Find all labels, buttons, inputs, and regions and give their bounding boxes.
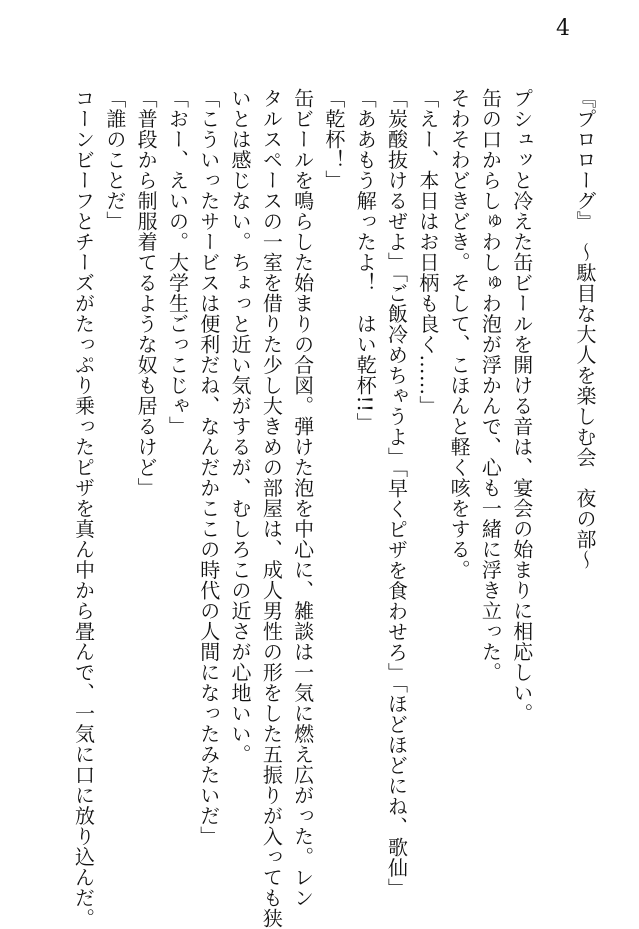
text-line: プシュッと冷えた缶ビールを開ける音は、宴会の始まりに相応しい。 — [509, 88, 534, 724]
dialogue-line: 「こういったサービスは便利だね、なんだかここの時代の人間になったみたいだ」 — [196, 88, 221, 847]
text-line: 缶ビールを鳴らした始まりの合図。弾けた泡を中心に、雑談は一気に燃え広がった。レン — [290, 88, 315, 908]
dialogue-line: 「乾杯！」 — [321, 88, 346, 191]
vertical-text-body — [71, 88, 600, 929]
dialogue-line: 「普段から制服着てるような奴も居るけど」 — [134, 88, 159, 498]
text-line: 缶の口からしゅわしゅわ泡が浮かんで、心も一緒に浮き立った。 — [478, 88, 503, 683]
dialogue-line: 「えー、本日はお日柄も良く……」 — [415, 88, 440, 416]
dialogue-line: 「おー、えいの。大学生ごっこじゃ」 — [165, 88, 190, 437]
dialogue-line: 「炭酸抜けるぜよ」「ご飯冷めちゃうよ」「早くピザを食わせろ」「ほどほどにね、歌仙」 — [384, 88, 409, 899]
chapter-title: 『プロローグ』 ～駄目な大人を楽しむ会 夜の部～ — [573, 88, 597, 570]
text-line: そわそわどきどき。そして、こほんと軽く咳をする。 — [447, 88, 472, 580]
dialogue-line: 「ああもう解ったよ！ はい乾杯!!」 — [353, 88, 378, 434]
text-line: コーンビーフとチーズがたっぷり乗ったピザを真ん中から畳んで、一気に口に放り込んだ。 — [71, 88, 96, 929]
page-number: 4 — [556, 16, 570, 41]
text-line: いとは感じない。ちょっと近い気がするが、むしろこの近さが心地いい。 — [228, 88, 253, 765]
dialogue-line: 「誰のことだ」 — [102, 88, 127, 232]
text-line: タルスペースの一室を借りた少し大きめの部屋は、成人男性の形をした五振りが入っても狭 — [259, 88, 284, 929]
